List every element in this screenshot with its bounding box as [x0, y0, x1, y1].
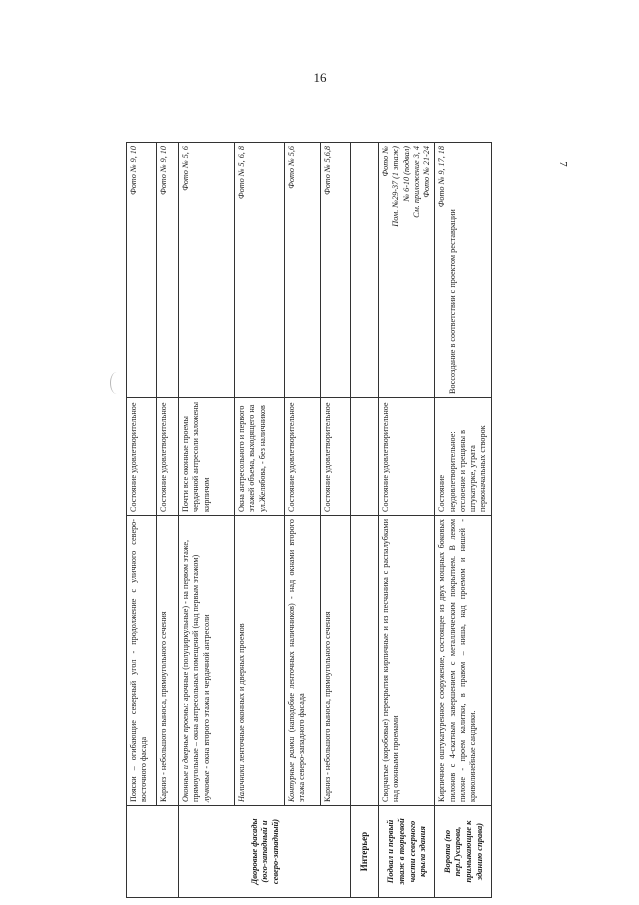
photo-cell: Фото № 5, 6 — [179, 143, 235, 398]
object-cell: Ворота (по пер.Гусарова, примыкающие к зданию справа) — [435, 806, 491, 898]
monument-elements-table — [126, 142, 492, 898]
condition-cell: Состояние удовлетворительное — [321, 398, 351, 516]
object-cell: Подвал и первый этаж в торцевой части северного крыла здания — [379, 806, 435, 898]
element-cell: Наличники ленточные оконных и дверных проемов — [235, 516, 285, 806]
restoration-note: Воссоздание в соответствии с проектом реставрации — [447, 209, 457, 394]
element-cell: Карниз - небольшого выноса, прямоугольного сечения — [321, 516, 351, 806]
condition-cell: Состояние удовлетворительное — [127, 398, 157, 516]
table-row — [235, 143, 285, 898]
condition-cell: Состояние удовлетворительное — [285, 398, 321, 516]
photo-cell: Фото № 9, 10 — [157, 143, 179, 398]
element-cell: Карниз - небольшого выноса, прямоугольного сечения — [157, 516, 179, 806]
element-cell: Кирпичное оштукатуренное сооружение, состоящее из двух мощных боковых пилонов с 4-скатным завершением с металлическим покрытием. В левом пилоне - проем калитки, в правом – ниша, над проемом и нишей - криволинейные сандрики. — [435, 516, 491, 806]
condition-cell: Почти все оконные проемы чердачной антресоли заложены кирпичом — [179, 398, 235, 516]
table-row — [179, 143, 235, 898]
element-cell: Оконные и дверные проемы: арочные (полуциркульные) - на первом этаже, прямоугольные – окна антресольных помещений (над первым этажом) лучковые - окна второго этажа и чердачной антресоли — [179, 516, 235, 806]
element-cell: Контурные рамки (наподобие ленточных наличников) - над окнами второго этажа северо-западного фасада — [285, 516, 321, 806]
object-cell — [127, 806, 179, 898]
element-cell: Сводчатые (коробовые) перекрытия кирпичные и из песчаника с распалубками над оконными проемами — [379, 516, 435, 806]
condition-cell: Окна антресольного и первого этажей объема, выходящего на ул.Желябова, - без наличников — [235, 398, 285, 516]
object-cell: Дворовые фасады (юго-западный и северо-западный) — [179, 806, 351, 898]
condition-cell: Состояние удовлетворительное — [379, 398, 435, 516]
table-row — [285, 143, 321, 898]
condition-cell: Состояние неудовлетворительное: отслоение и трещины в штукатурке, утрата первоначальных створок — [435, 398, 491, 516]
photo-reference: Фото № 9, 17, 18 — [437, 146, 447, 208]
bottom-margin-mark: 7 — [556, 161, 569, 167]
photo-cell — [435, 143, 491, 398]
photo-cell: Фото № Пом. №29-37 (1 этаж) № 6-10 (подвал) См. приложение 3, 4 Фото № 21-24 — [379, 143, 435, 398]
table-row — [157, 143, 179, 898]
table-row — [435, 143, 491, 898]
element-cell: Пояски – огибающие северный угол - продолжение с уличного северо-восточного фасада — [127, 516, 157, 806]
photo-cell: Фото № 5,6,8 — [321, 143, 351, 398]
photo-cell: Фото № 5,6 — [285, 143, 321, 398]
table-row — [127, 143, 157, 898]
table-row — [379, 143, 435, 898]
rotated-table-wrapper — [126, 143, 488, 898]
photo-cell: Фото № 5, 6, 8 — [235, 143, 285, 398]
section-row — [351, 143, 379, 898]
section-heading: Интерьер — [351, 806, 379, 898]
photo-cell: Фото № 9, 10 — [127, 143, 157, 398]
page-number: 16 — [313, 70, 327, 85]
condition-cell: Состояние удовлетворительное — [157, 398, 179, 516]
punch-hole-mark — [110, 372, 123, 394]
table-row — [321, 143, 351, 898]
